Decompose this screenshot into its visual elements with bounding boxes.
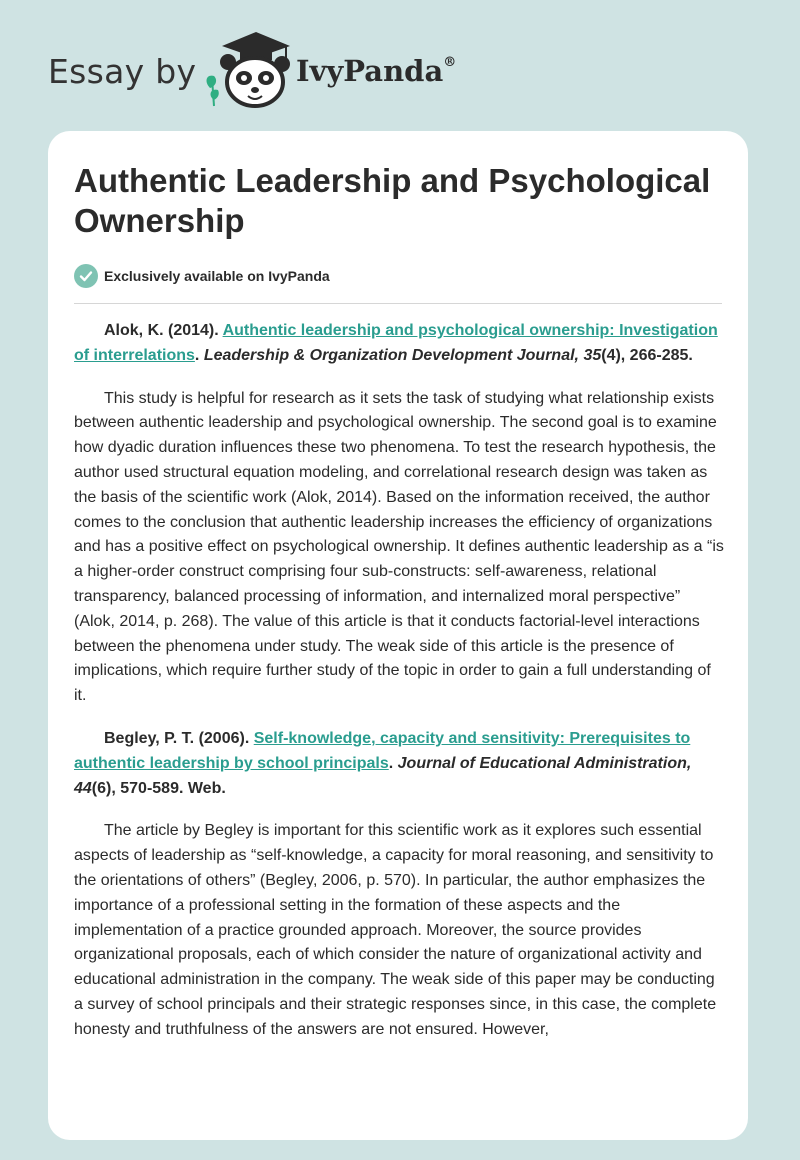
page-title: Authentic Leadership and Psychological Ownership <box>74 162 711 239</box>
check-icon <box>74 264 98 288</box>
exclusive-badge <box>74 263 330 289</box>
reference-link[interactable]: Authentic leadership and psychological ownership: Investigation of interrelations <box>74 322 718 364</box>
reference-begley: Begley, P. T. (2006). Self-knowledge, capacity and sensitivity: Prerequisites to authentic leadership by school principals. Journal of Educational Administration, 44(6), 570-589. Web. <box>74 729 692 797</box>
reference-author: Begley, P. T. (2006). <box>104 729 250 747</box>
brand-name[interactable]: IvyPanda® <box>296 54 457 88</box>
reference-author: Alok, K. (2014). <box>104 322 219 339</box>
reference-alok: Alok, K. (2014). Authentic leadership and psychological ownership: Investigation of interrelations. Leadership & Organization Development Journal, 35(4), 266-285. <box>74 322 718 364</box>
paragraph-begley: The article by Begley is important for this scientific work as it explores such essential aspects of leadership as “self-knowledge, a capacity for moral reasoning, and sensitivity to the orientations of others” (Begley, 2006, p. 570). In particular, the author emphasizes the importance of a professional setting in the formation of these aspects and the implementation of a practice grounded approach. Moreover, the source provides organizational proposals, each of which consider the nature of organizational activity and educational administration in the company. The weak side of this paper may be conducting a survey of school principals and their strategic responses since, in this case, the complete honesty and truthfulness of the answers are not ensured. However, <box>74 822 717 1038</box>
site-header <box>0 0 800 120</box>
reference-journal: Journal of Educational Administration, 44 <box>74 754 692 797</box>
exclusive-badge-text: Exclusively available on IvyPanda <box>104 268 330 284</box>
ivypanda-logo-icon[interactable] <box>200 26 292 110</box>
essay-by-label: Essay by <box>48 52 197 91</box>
paragraph-alok: This study is helpful for research as it sets the task of studying what relationship exists between authentic leadership and psychological ownership. The second goal is to examine how dyadic duration influences these two phenomena. To test the research hypothesis, the author used structural equation modeling, and correlational research design was taken as the basis of the scientific work (Alok, 2014). Based on the information received, the author comes to the conclusion that authentic leadership increases the efficiency of organizations and has a positive effect on psychological ownership. It defines authentic leadership as a “is a higher-order construct comprising four sub-constructs: self-awareness, relational transparency, balanced processing of information, and internalized moral perspective” (Alok, 2014, p. 268). The value of this article is that it conducts factorial-level interactions between the phenomena under study. The weak side of this article is the presence of implications, which require further study of the topic in order to gain a full understanding of it. <box>74 389 724 705</box>
reference-link[interactable]: Self-knowledge, capacity and sensitivity: Prerequisites to authentic leadership by school principals <box>74 729 691 772</box>
reference-journal: Leadership & Organization Development Journal, 35 <box>203 346 602 364</box>
divider <box>74 303 722 304</box>
registered-mark: ® <box>443 55 457 71</box>
essay-body <box>74 319 724 1061</box>
essay-card <box>48 131 748 1140</box>
